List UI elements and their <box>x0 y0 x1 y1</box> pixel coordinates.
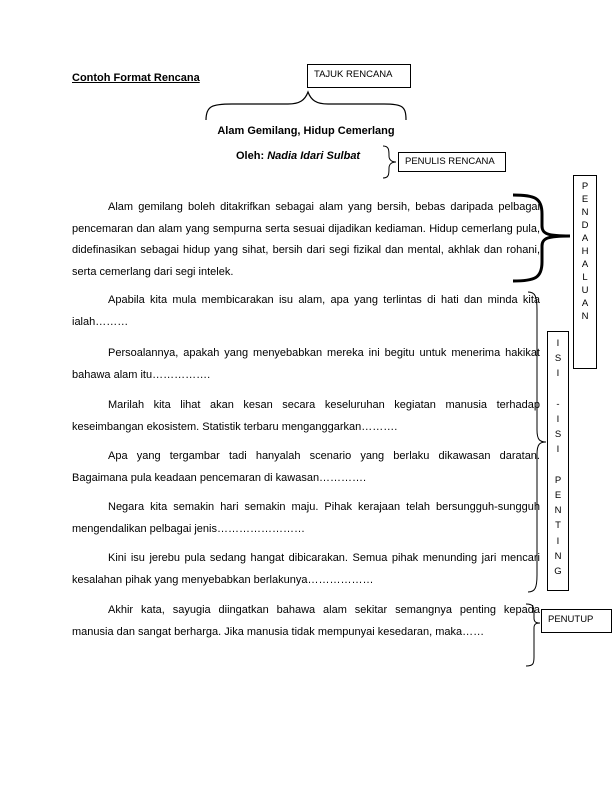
introduction-letter: N <box>581 311 589 322</box>
introduction-letter: A <box>581 259 589 270</box>
content-paragraph: Apabila kita mula membicarakan isu alam, apa yang terlintas di hati dan minda kita ialah……… <box>72 294 540 328</box>
document-heading: Contoh Format Rencana <box>72 72 200 84</box>
introduction-letter: A <box>581 233 589 244</box>
introduction-letter: P <box>581 181 589 192</box>
content-letter: I <box>556 368 560 380</box>
introduction-letter: L <box>582 272 588 283</box>
content-paragraph: Negara kita semakin hari semakin maju. Pihak kerajaan telah bersungguh-sungguh mengendalikan pelbagai jenis…………………… <box>72 501 540 535</box>
byline <box>236 150 360 162</box>
author-brace <box>383 146 396 178</box>
content-letter: N <box>554 550 562 562</box>
content-paragraph: Persoalannya, apakah yang menyebabkan mereka ini begitu untuk menerima hakikat bahawa alam itu……………. <box>72 347 540 381</box>
introduction-letter: D <box>581 220 589 231</box>
content-brace <box>528 292 546 592</box>
content-letter: E <box>554 490 562 502</box>
introduction-letter: A <box>581 298 589 309</box>
content-letter <box>548 458 568 473</box>
content-paragraph: Marilah kita lihat akan kesan secara keseluruhan kegiatan manusia terhadap keseimbangan ekosistem. Statistik terbaru menganggarkan………. <box>72 399 540 433</box>
intro-paragraph: Alam gemilang boleh ditakrifkan sebagai alam yang bersih, bebas daripada pelbagai pencemaran dan alam yang sempurna serta sesuai dijadikan kediaman. Hidup cemerlang pula, didefinasikan sebagai hidup yang sihat, bersih dari segi fizikal dan mental, akhlak dan rohani, serta cemerlang dari segi intelek. <box>72 201 540 278</box>
content-letter: I <box>556 535 560 547</box>
title-label-box: TAJUK RENCANA <box>307 64 411 88</box>
content-letter: T <box>555 520 561 532</box>
author-name: Nadia Idari Sulbat <box>267 150 361 162</box>
closing-paragraph: Akhir kata, sayugia diingatkan bahawa alam sekitar semangnya penting kepada manusia dan sangat berharga. Jika manusia tidak mempunyai kesedaran, maka…… <box>72 604 540 638</box>
content-paragraph: Kini isu jerebu pula sedang hangat dibicarakan. Semua pihak menunding jari mencari kesalahan pihak yang menyebabkan berlakunya……………… <box>72 552 540 586</box>
byline-prefix: Oleh: <box>236 150 265 162</box>
content-letter <box>548 382 568 397</box>
content-letter: G <box>554 566 562 578</box>
content-letter: I <box>556 338 560 349</box>
introduction-letter: E <box>581 194 589 205</box>
content-label-box <box>547 331 569 591</box>
content-letter: I <box>556 414 560 426</box>
title-brace <box>206 92 406 120</box>
author-label-box: PENULIS RENCANA <box>398 152 506 172</box>
content-letter: I <box>556 444 560 456</box>
introduction-label-box <box>573 175 597 369</box>
content-letter: - <box>556 398 560 410</box>
introduction-letter: U <box>581 285 589 296</box>
introduction-letter: N <box>581 207 589 218</box>
content-letter: S <box>554 353 562 365</box>
content-letter: S <box>554 429 562 441</box>
content-paragraph: Apa yang tergambar tadi hanyalah scenario yang berlaku dikawasan daratan. Bagaimana pula keadaan pencemaran di kawasan…………. <box>72 450 540 484</box>
introduction-letter: H <box>581 246 589 257</box>
content-letter: N <box>554 505 562 517</box>
content-letter: P <box>554 474 562 486</box>
closing-label-box: PENUTUP <box>541 609 612 633</box>
article-title: Alam Gemilang, Hidup Cemerlang <box>217 125 395 137</box>
